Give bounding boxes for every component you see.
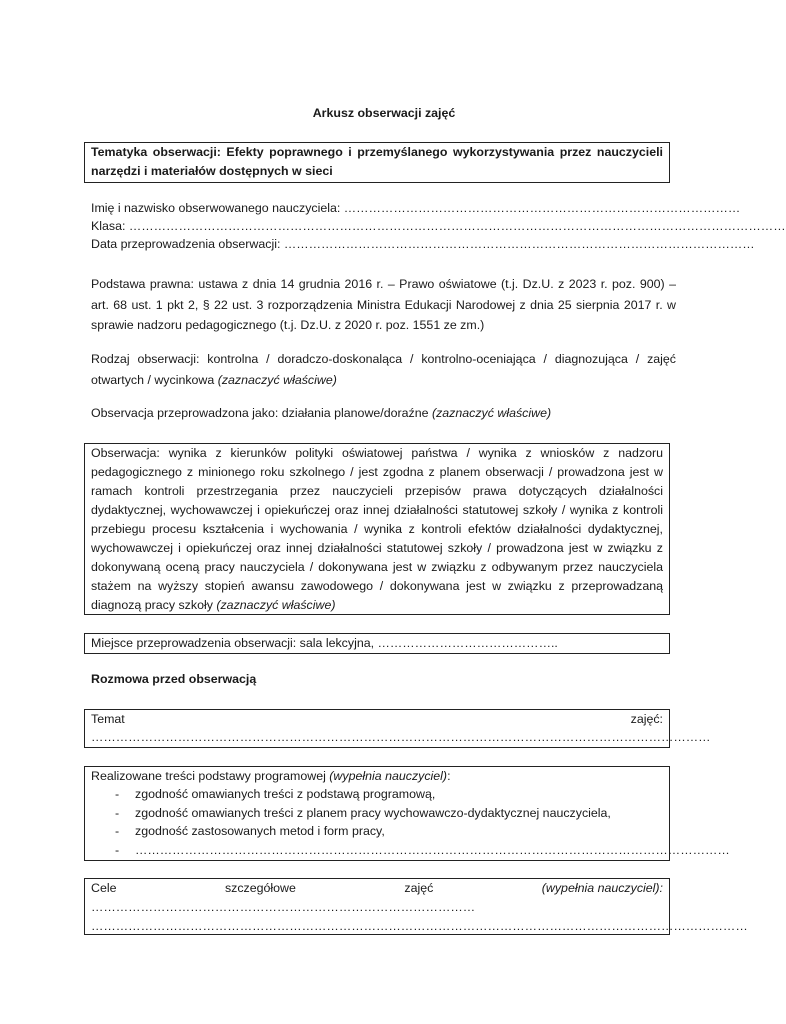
topic-box bbox=[84, 142, 670, 183]
class-field[interactable]: Klasa: …………………………………………………………………………………………………………………………………………… bbox=[91, 219, 786, 234]
header-fields bbox=[91, 199, 786, 254]
goals-note: (wypełnia nauczyciel): bbox=[541, 881, 663, 895]
lesson-topic-label-row bbox=[91, 710, 663, 728]
lesson-topic-label-right: zajęć: bbox=[630, 712, 663, 726]
curriculum-note: (wypełnia nauczyciel) bbox=[329, 769, 448, 783]
observation-type bbox=[91, 349, 676, 390]
observation-reason-box bbox=[84, 443, 670, 615]
conducted-as-note: (zaznaczyć właściwe) bbox=[431, 406, 552, 420]
goals-label-row bbox=[91, 879, 663, 898]
curriculum-label: Realizowane treści podstawy programowej bbox=[91, 769, 326, 783]
list-item: - zgodność omawianych treści z planem pracy wychowawczo-dydaktycznej nauczyciela, bbox=[91, 804, 663, 823]
place-text[interactable]: Miejsce przeprowadzenia obserwacji: sala lekcyjna, …………………………………….. bbox=[91, 636, 558, 650]
curriculum-box bbox=[84, 766, 730, 861]
observation-reason-text: Obserwacja: wynika z kierunków polityki oświatowej państwa / wynika z wniosków z nadzoru pedagogicznego z minionego roku szkolnego / jest zgodna z planem obserwacji / prowadzona jest w ramach kontroli przestrzegania przez nauczycieli przepisów prawa dotyczących działalności dydaktycznej, wychowawczej i opiekuńczej oraz innej działalności statutowej szkoły / wynika z kontroli przebiegu procesu kształcenia i wychowania / wynika z kontroli efektów działalności dydaktycznej, wychowawczej i opiekuńczej oraz innej działalności statutowej szkoły / prowadzona jest w związku z dokonywaną oceną pracy nauczyciela / dokonywana jest w związku z odbywanym przez nauczyciela stażem na wyższy stopień awansu zawodowego / dokonywana jest w związku z przeprowadzaną diagnozą pracy szkoły bbox=[91, 446, 663, 612]
lesson-topic-blank[interactable]: …………………………………………………………………………………………………………………………………… bbox=[91, 730, 711, 744]
goals-line-2[interactable]: …………………………………………………………………………………………………………………………………………… bbox=[91, 919, 748, 933]
list-item: - zgodność omawianych treści z podstawą programową, bbox=[91, 785, 663, 804]
observation-type-text: Rodzaj obserwacji: kontrolna / doradczo-doskonaląca / kontrolno-oceniająca / diagnozująca / zajęć otwartych / wycinkowa bbox=[91, 352, 676, 387]
legal-basis: Podstawa prawna: ustawa z dnia 14 grudnia 2016 r. – Prawo oświatowe (t.j. Dz.U. z 2023 r. poz. 900) – art. 68 ust. 1 pkt 2, § 22 ust. 3 rozporządzenia Ministra Edukacji Narodowej z dnia 25 sierpnia 2017 r. w sprawie nadzoru pedagogicznego (t.j. Dz.U. z 2020 r. poz. 1551 ze zm.) bbox=[91, 277, 676, 332]
topic-text: Tematyka obserwacji: Efekty poprawnego i przemyślanego wykorzystywania przez nauczycieli narzędzi i materiałów dostępnych w sieci bbox=[91, 145, 663, 178]
teacher-field[interactable]: Imię i nazwisko obserwowanego nauczyciela: …………………………………………………………………………………… bbox=[91, 201, 741, 215]
goals-box bbox=[84, 878, 748, 935]
curriculum-list bbox=[91, 785, 730, 859]
observation-reason bbox=[91, 444, 663, 615]
conducted-as-text: Observacja przeprowadzona jako: działania planowe/doraźne bbox=[91, 406, 429, 420]
goals-line-1[interactable]: ………………………………………………………………………………… bbox=[91, 900, 476, 914]
list-item: - zgodność zastosowanych metod i form pracy, bbox=[91, 822, 663, 841]
goals-word-3: zajęć bbox=[404, 881, 434, 895]
goals-word-2: szczegółowe bbox=[224, 881, 296, 895]
pre-talk-heading: Rozmowa przed obserwacją bbox=[91, 672, 257, 686]
date-field[interactable]: Data przeprowadzenia obserwacji: …………………………………………………………………………………………………… bbox=[91, 237, 755, 252]
lesson-topic-box bbox=[84, 709, 711, 748]
place-box bbox=[84, 633, 670, 654]
curriculum-label-row bbox=[91, 767, 663, 785]
observation-type-note: (zaznaczyć właściwe) bbox=[217, 372, 337, 387]
document-title: Arkusz obserwacji zajęć bbox=[312, 106, 456, 120]
goals-word-1: Cele bbox=[91, 881, 117, 895]
lesson-topic-label-left: Temat bbox=[91, 712, 125, 726]
curriculum-colon: : bbox=[447, 769, 451, 783]
observation-reason-note: (zaznaczyć właściwe) bbox=[216, 598, 336, 612]
conducted-as bbox=[91, 404, 676, 422]
list-item[interactable]: - ……………………………………………………………………………………………………………………………… bbox=[91, 841, 663, 860]
